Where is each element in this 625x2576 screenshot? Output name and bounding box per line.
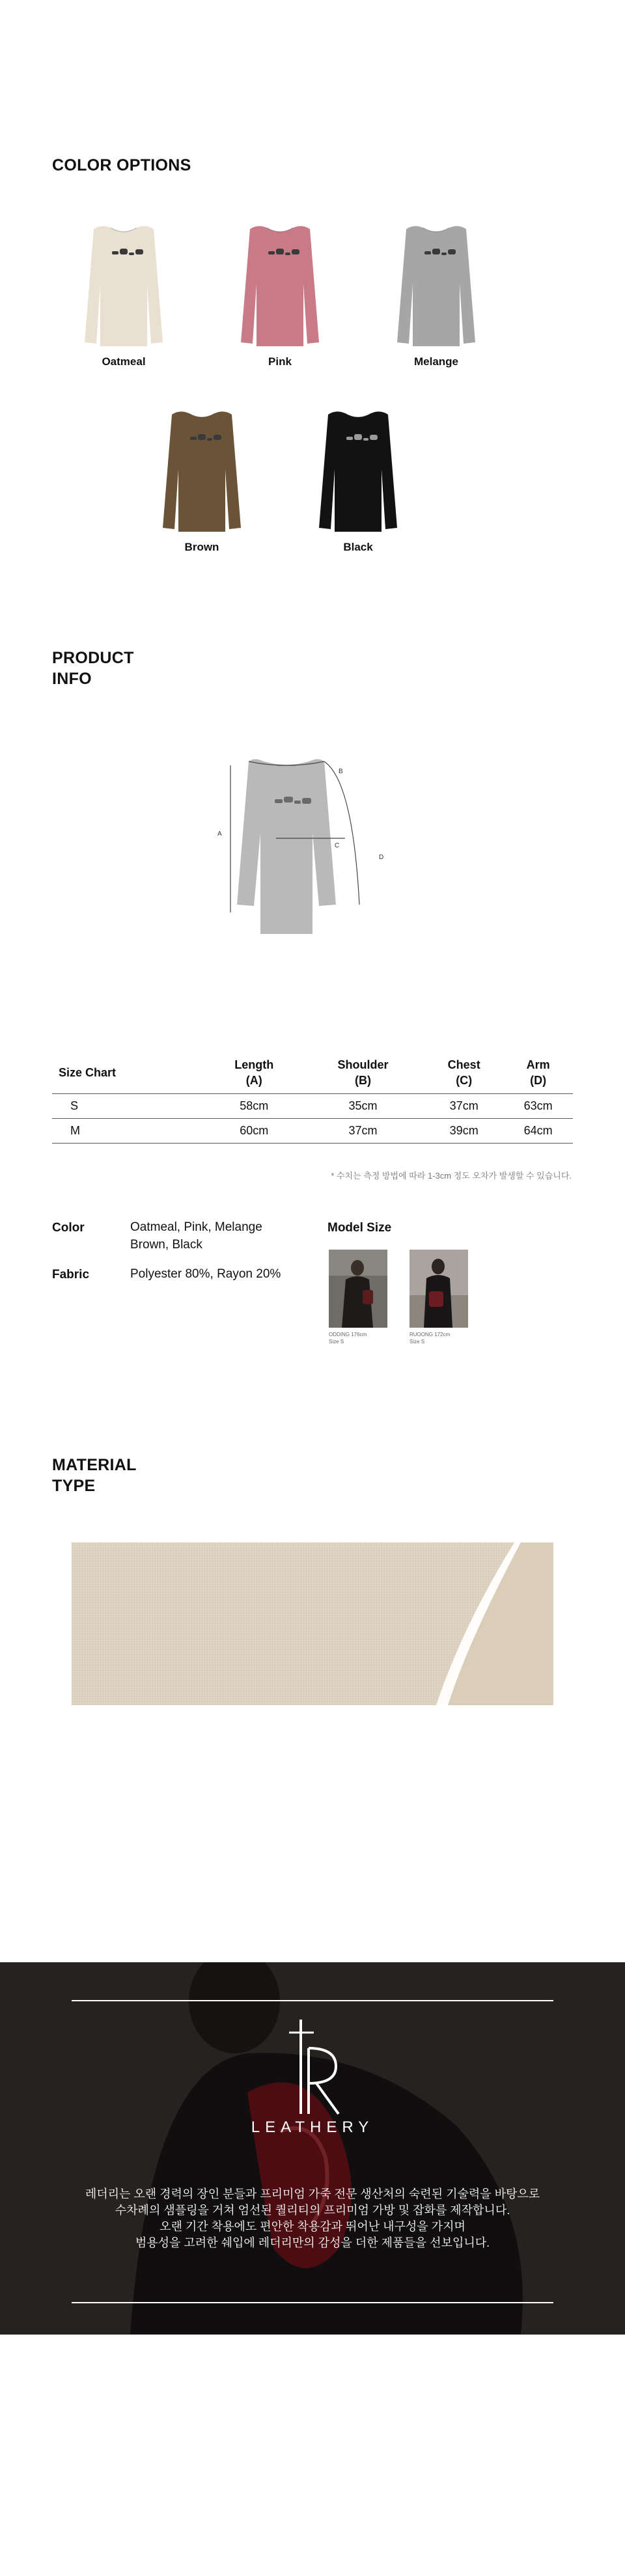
product-thumbnail bbox=[299, 407, 417, 537]
product-info-title: PRODUCT INFO bbox=[52, 649, 134, 688]
header-length: Length (A) bbox=[234, 1058, 274, 1087]
model-photo-1: ODDING 176cm Size S bbox=[329, 1250, 387, 1345]
color-option-label: Black bbox=[343, 541, 373, 553]
leathery-wordmark: LEATHERY bbox=[251, 2118, 374, 2136]
color-option-label: Oatmeal bbox=[102, 355, 146, 368]
fabric-label: Fabric bbox=[52, 1268, 90, 1281]
color-option-black bbox=[299, 407, 417, 555]
measurement-diagram bbox=[215, 755, 404, 944]
color-option-oatmeal bbox=[65, 221, 182, 370]
label-a: A bbox=[217, 830, 222, 838]
label-d: D bbox=[379, 854, 384, 861]
table-row: S 58cm 35cm 37cm 63cm bbox=[52, 1094, 573, 1119]
color-option-label: Pink bbox=[268, 355, 292, 368]
measurement-note: * 수치는 측정 방법에 따라 1-3cm 정도 오차가 발생할 수 있습니다. bbox=[331, 1171, 572, 1181]
product-thumbnail bbox=[143, 407, 260, 537]
model-photo-2: RUOONG 172cm Size S bbox=[410, 1250, 468, 1345]
bottom-rule bbox=[72, 2302, 553, 2303]
brand-description-line-4: 범용성을 고려한 쉐입에 레더리만의 감성을 더한 제품들을 선보입니다. bbox=[135, 2236, 490, 2249]
header-chest: Chest (C) bbox=[447, 1058, 480, 1087]
garment-silhouette bbox=[237, 759, 336, 934]
brand-description-line-1: 레더리는 오랜 경력의 장인 분들과 프리미엄 가죽 전문 생산처의 숙련된 기술력을 바탕으로 bbox=[85, 2187, 540, 2200]
top-rule bbox=[72, 2000, 553, 2001]
fabric-value: Polyester 80%, Rayon 20% bbox=[130, 1267, 281, 1281]
brand-banner bbox=[0, 1962, 625, 2335]
color-options-title: COLOR OPTIONS bbox=[52, 156, 191, 174]
brand-description-line-2: 수차례의 샘플링을 거쳐 엄선된 퀄리티의 프리미엄 가방 및 잡화를 제작합니다. bbox=[115, 2204, 510, 2217]
color-option-pink bbox=[221, 221, 339, 370]
color-option-brown bbox=[143, 407, 260, 555]
brand-background-photo bbox=[0, 1962, 625, 2335]
color-option-label: Melange bbox=[413, 355, 459, 368]
lr-monogram-logo bbox=[280, 2020, 345, 2117]
header-shoulder: Shoulder (B) bbox=[337, 1058, 389, 1087]
table-row: M 60cm 37cm 39cm 64cm bbox=[52, 1119, 573, 1144]
product-thumbnail bbox=[221, 221, 339, 351]
label-c: C bbox=[335, 842, 340, 849]
header-size-chart: Size Chart bbox=[59, 1066, 117, 1079]
color-label: Color bbox=[52, 1221, 85, 1235]
brand-description-line-3: 오랜 기간 착용에도 편안한 착용감과 뛰어난 내구성을 가지며 bbox=[160, 2220, 465, 2233]
color-value: Oatmeal, Pink, Melange Brown, Black bbox=[130, 1220, 262, 1252]
label-b: B bbox=[339, 768, 343, 775]
color-option-melange bbox=[378, 221, 495, 370]
product-thumbnail bbox=[378, 221, 495, 351]
color-option-label: Brown bbox=[184, 541, 219, 553]
model-image bbox=[329, 1250, 387, 1328]
material-type-title: MATERIAL TYPE bbox=[52, 1456, 137, 1495]
model-image bbox=[410, 1250, 468, 1328]
fabric-texture-image bbox=[72, 1542, 553, 1705]
product-thumbnail bbox=[65, 221, 182, 351]
model-size-label: Model Size bbox=[327, 1221, 392, 1235]
header-arm: Arm (D) bbox=[526, 1058, 550, 1087]
size-chart-table bbox=[52, 1054, 573, 1144]
